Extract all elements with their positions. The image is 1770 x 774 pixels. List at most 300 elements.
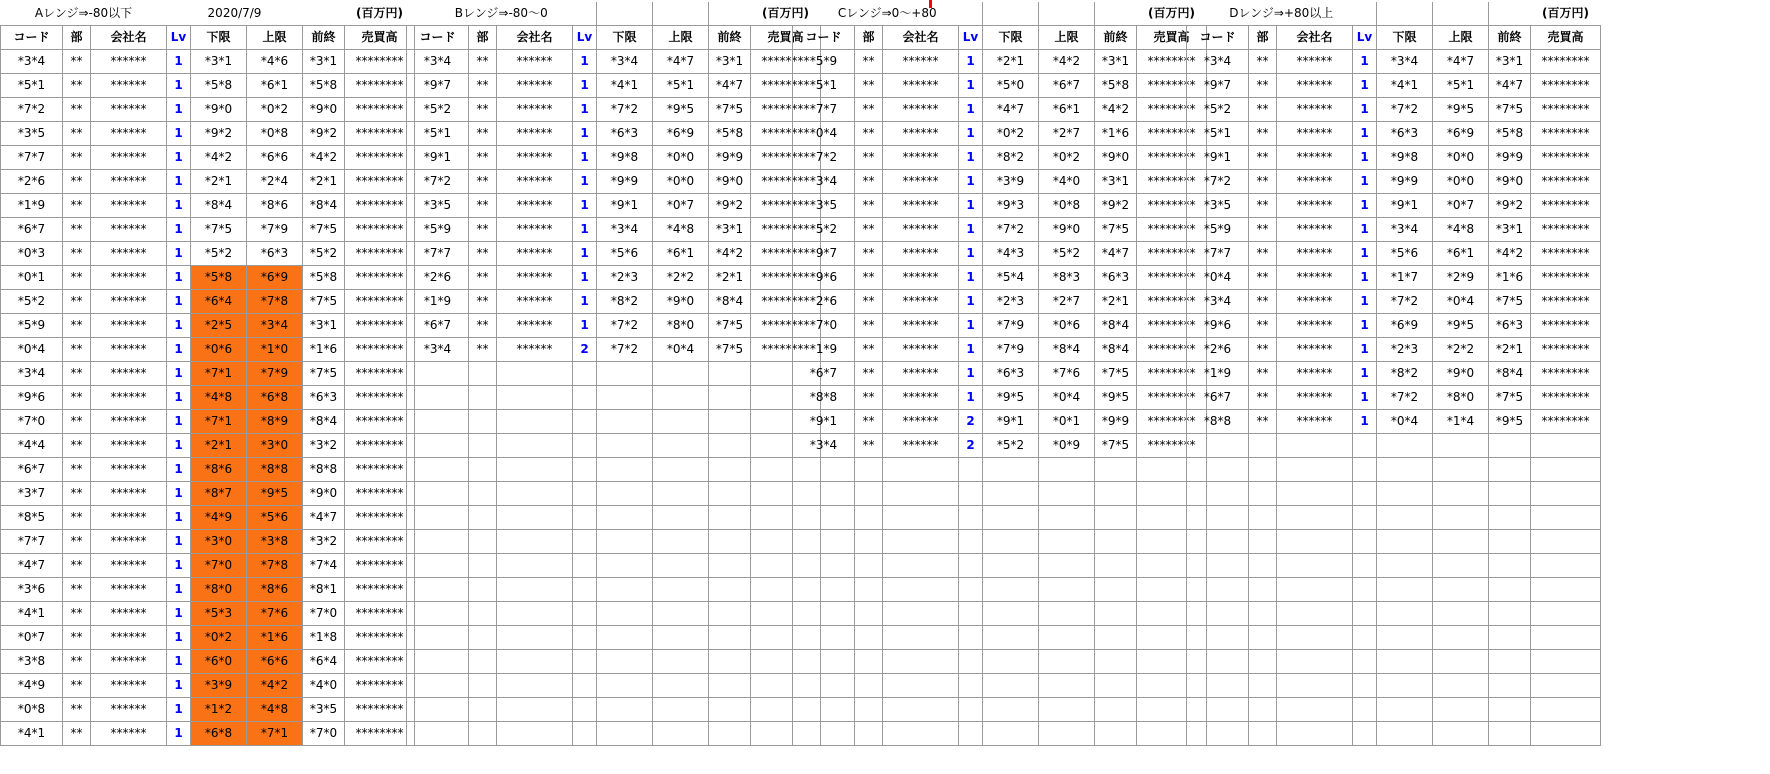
lv-cell[interactable]: 1 <box>959 314 983 338</box>
empty-cell[interactable] <box>709 2 751 26</box>
lower-cell[interactable]: *3*4 <box>597 218 653 242</box>
upper-cell[interactable] <box>653 362 709 386</box>
lower-cell[interactable]: *9*1 <box>983 410 1039 434</box>
lv-cell[interactable] <box>573 698 597 722</box>
company-cell[interactable]: ****** <box>1277 170 1353 194</box>
prev-close-cell[interactable] <box>709 362 751 386</box>
lower-cell[interactable]: *7*1 <box>191 362 247 386</box>
upper-cell[interactable]: *2*7 <box>1039 290 1095 314</box>
upper-cell[interactable] <box>653 410 709 434</box>
lower-cell[interactable]: *8*2 <box>597 290 653 314</box>
code-cell[interactable] <box>1187 626 1249 650</box>
prev-close-cell[interactable] <box>1095 626 1137 650</box>
upper-cell[interactable] <box>653 554 709 578</box>
company-cell[interactable]: ****** <box>91 506 167 530</box>
code-cell[interactable]: *5*1 <box>1 74 63 98</box>
dept-cell[interactable]: ** <box>855 50 883 74</box>
upper-cell[interactable]: *8*0 <box>1433 386 1489 410</box>
lower-cell[interactable] <box>983 650 1039 674</box>
dept-cell[interactable]: ** <box>469 314 497 338</box>
lower-cell[interactable]: *2*3 <box>597 266 653 290</box>
lower-cell[interactable]: *9*9 <box>1377 170 1433 194</box>
prev-close-cell[interactable] <box>709 458 751 482</box>
lv-cell[interactable]: 1 <box>167 506 191 530</box>
lower-cell[interactable] <box>1377 650 1433 674</box>
company-cell[interactable]: ****** <box>91 266 167 290</box>
code-cell[interactable]: *4*7 <box>1 554 63 578</box>
upper-cell[interactable] <box>1039 578 1095 602</box>
upper-cell[interactable]: *0*8 <box>247 122 303 146</box>
dept-cell[interactable]: ** <box>63 530 91 554</box>
lower-cell[interactable]: *0*4 <box>1377 410 1433 434</box>
lower-cell[interactable] <box>597 602 653 626</box>
lv-cell[interactable]: 1 <box>1353 122 1377 146</box>
volume-cell[interactable]: ******** <box>345 98 415 122</box>
company-cell[interactable]: ****** <box>91 170 167 194</box>
prev-close-cell[interactable]: *7*5 <box>1489 386 1531 410</box>
dept-cell[interactable] <box>855 578 883 602</box>
upper-cell[interactable]: *8*9 <box>247 410 303 434</box>
lower-cell[interactable] <box>983 482 1039 506</box>
volume-cell[interactable]: ******** <box>345 170 415 194</box>
upper-cell[interactable] <box>1433 458 1489 482</box>
prev-close-cell[interactable]: *3*1 <box>1095 170 1137 194</box>
empty-cell[interactable] <box>983 2 1039 26</box>
lv-cell[interactable] <box>573 674 597 698</box>
company-cell[interactable]: ****** <box>91 410 167 434</box>
lv-cell[interactable]: 1 <box>959 218 983 242</box>
prev-close-cell[interactable]: *6*4 <box>303 650 345 674</box>
code-cell[interactable] <box>1187 650 1249 674</box>
volume-cell[interactable]: ******** <box>751 146 821 170</box>
code-cell[interactable] <box>407 482 469 506</box>
dept-cell[interactable] <box>1249 698 1277 722</box>
lower-cell[interactable] <box>597 506 653 530</box>
company-cell[interactable]: ****** <box>883 74 959 98</box>
volume-cell[interactable]: ******** <box>345 434 415 458</box>
lower-cell[interactable] <box>597 674 653 698</box>
code-cell[interactable]: *4*1 <box>1 602 63 626</box>
dept-cell[interactable]: ** <box>63 602 91 626</box>
dept-cell[interactable]: ** <box>63 626 91 650</box>
prev-close-cell[interactable]: *1*6 <box>1095 122 1137 146</box>
prev-close-cell[interactable] <box>1095 554 1137 578</box>
code-cell[interactable]: *3*5 <box>793 194 855 218</box>
volume-cell[interactable]: ******** <box>1137 218 1207 242</box>
lower-cell[interactable]: *9*0 <box>191 98 247 122</box>
dept-cell[interactable]: ** <box>855 170 883 194</box>
lower-cell[interactable]: *9*5 <box>983 386 1039 410</box>
code-cell[interactable]: *7*2 <box>1 98 63 122</box>
dept-cell[interactable]: ** <box>855 122 883 146</box>
lower-cell[interactable]: *5*6 <box>597 242 653 266</box>
prev-close-cell[interactable]: *3*5 <box>303 698 345 722</box>
volume-cell[interactable]: ******** <box>345 506 415 530</box>
volume-cell[interactable]: ******** <box>1531 218 1601 242</box>
volume-cell[interactable] <box>1531 506 1601 530</box>
code-cell[interactable]: *7*2 <box>793 146 855 170</box>
code-cell[interactable] <box>1187 602 1249 626</box>
code-cell[interactable] <box>793 554 855 578</box>
company-cell[interactable] <box>1277 650 1353 674</box>
prev-close-cell[interactable] <box>709 506 751 530</box>
prev-close-cell[interactable]: *7*5 <box>709 338 751 362</box>
dept-cell[interactable] <box>855 482 883 506</box>
lv-cell[interactable]: 1 <box>167 314 191 338</box>
upper-cell[interactable]: *4*7 <box>653 50 709 74</box>
lower-cell[interactable] <box>1377 578 1433 602</box>
upper-cell[interactable] <box>653 722 709 746</box>
prev-close-cell[interactable]: *8*4 <box>303 194 345 218</box>
prev-close-cell[interactable]: *9*0 <box>303 482 345 506</box>
volume-cell[interactable]: ******** <box>1137 242 1207 266</box>
lv-cell[interactable] <box>1353 650 1377 674</box>
lower-cell[interactable]: *4*2 <box>191 146 247 170</box>
dept-cell[interactable] <box>469 362 497 386</box>
lv-cell[interactable]: 1 <box>167 674 191 698</box>
upper-cell[interactable] <box>1039 554 1095 578</box>
upper-cell[interactable]: *0*4 <box>1039 386 1095 410</box>
upper-cell[interactable] <box>1039 506 1095 530</box>
prev-close-cell[interactable]: *1*8 <box>303 626 345 650</box>
lower-cell[interactable]: *3*4 <box>1377 50 1433 74</box>
prev-close-cell[interactable]: *4*2 <box>1489 242 1531 266</box>
lv-cell[interactable] <box>1353 602 1377 626</box>
company-cell[interactable] <box>1277 722 1353 746</box>
company-cell[interactable] <box>883 482 959 506</box>
company-cell[interactable]: ****** <box>883 410 959 434</box>
lower-cell[interactable]: *6*4 <box>191 290 247 314</box>
code-cell[interactable]: *9*1 <box>793 410 855 434</box>
volume-cell[interactable]: ******** <box>1137 386 1207 410</box>
dept-cell[interactable]: ** <box>1249 194 1277 218</box>
lv-cell[interactable]: 1 <box>167 98 191 122</box>
lv-cell[interactable] <box>959 698 983 722</box>
lower-cell[interactable]: *7*9 <box>983 338 1039 362</box>
company-cell[interactable]: ****** <box>883 122 959 146</box>
lv-cell[interactable] <box>1353 626 1377 650</box>
dept-cell[interactable]: ** <box>855 338 883 362</box>
code-cell[interactable]: *2*6 <box>407 266 469 290</box>
prev-close-cell[interactable] <box>1095 506 1137 530</box>
upper-cell[interactable] <box>1039 650 1095 674</box>
dept-cell[interactable]: ** <box>63 314 91 338</box>
dept-cell[interactable] <box>469 458 497 482</box>
volume-cell[interactable] <box>1531 482 1601 506</box>
lower-cell[interactable]: *6*8 <box>191 722 247 746</box>
prev-close-cell[interactable] <box>1095 650 1137 674</box>
upper-cell[interactable] <box>1433 578 1489 602</box>
volume-cell[interactable]: ******** <box>1137 410 1207 434</box>
prev-close-cell[interactable] <box>1489 674 1531 698</box>
dept-cell[interactable] <box>469 482 497 506</box>
upper-cell[interactable]: *8*6 <box>247 194 303 218</box>
lv-cell[interactable]: 1 <box>167 290 191 314</box>
prev-close-cell[interactable] <box>709 578 751 602</box>
lv-cell[interactable] <box>959 674 983 698</box>
lower-cell[interactable] <box>983 578 1039 602</box>
lv-cell[interactable]: 1 <box>167 386 191 410</box>
lower-cell[interactable]: *5*4 <box>983 266 1039 290</box>
company-cell[interactable]: ****** <box>883 266 959 290</box>
code-cell[interactable]: *9*7 <box>407 74 469 98</box>
company-cell[interactable]: ****** <box>883 386 959 410</box>
lower-cell[interactable] <box>1377 506 1433 530</box>
lv-cell[interactable]: 1 <box>167 410 191 434</box>
dept-cell[interactable]: ** <box>63 218 91 242</box>
code-cell[interactable]: *2*6 <box>793 290 855 314</box>
company-cell[interactable] <box>497 650 573 674</box>
volume-cell[interactable]: ******** <box>751 290 821 314</box>
lv-cell[interactable]: 1 <box>1353 386 1377 410</box>
prev-close-cell[interactable]: *9*0 <box>709 170 751 194</box>
dept-cell[interactable] <box>855 626 883 650</box>
lv-cell[interactable]: 1 <box>167 602 191 626</box>
company-cell[interactable]: ****** <box>91 218 167 242</box>
lower-cell[interactable]: *1*2 <box>191 698 247 722</box>
prev-close-cell[interactable]: *7*5 <box>1489 290 1531 314</box>
dept-cell[interactable]: ** <box>1249 290 1277 314</box>
company-cell[interactable] <box>497 578 573 602</box>
upper-cell[interactable] <box>653 458 709 482</box>
upper-cell[interactable]: *8*4 <box>1039 338 1095 362</box>
company-cell[interactable]: ****** <box>91 626 167 650</box>
dept-cell[interactable]: ** <box>63 554 91 578</box>
prev-close-cell[interactable] <box>1095 578 1137 602</box>
upper-cell[interactable]: *6*1 <box>247 74 303 98</box>
code-cell[interactable]: *5*2 <box>793 218 855 242</box>
code-cell[interactable] <box>1187 458 1249 482</box>
upper-cell[interactable]: *2*2 <box>653 266 709 290</box>
lv-cell[interactable] <box>573 506 597 530</box>
lower-cell[interactable] <box>1377 530 1433 554</box>
company-cell[interactable]: ****** <box>1277 386 1353 410</box>
lower-cell[interactable] <box>597 626 653 650</box>
lv-cell[interactable]: 1 <box>167 530 191 554</box>
company-cell[interactable]: ****** <box>1277 218 1353 242</box>
lv-cell[interactable]: 1 <box>959 194 983 218</box>
upper-cell[interactable]: *8*8 <box>247 458 303 482</box>
company-cell[interactable]: ****** <box>91 314 167 338</box>
code-cell[interactable]: *7*0 <box>793 314 855 338</box>
prev-close-cell[interactable]: *4*2 <box>1095 98 1137 122</box>
volume-cell[interactable]: ******** <box>345 290 415 314</box>
volume-cell[interactable]: ******** <box>345 458 415 482</box>
upper-cell[interactable] <box>1433 482 1489 506</box>
volume-cell[interactable]: ******** <box>1531 266 1601 290</box>
volume-cell[interactable] <box>1531 434 1601 458</box>
lower-cell[interactable] <box>983 602 1039 626</box>
code-cell[interactable] <box>407 698 469 722</box>
volume-cell[interactable]: ******** <box>751 122 821 146</box>
lower-cell[interactable] <box>1377 722 1433 746</box>
lv-cell[interactable]: 1 <box>1353 170 1377 194</box>
lower-cell[interactable] <box>983 722 1039 746</box>
volume-cell[interactable] <box>1531 698 1601 722</box>
volume-cell[interactable]: ******** <box>345 650 415 674</box>
dept-cell[interactable]: ** <box>63 698 91 722</box>
dept-cell[interactable]: ** <box>1249 218 1277 242</box>
lv-cell[interactable]: 2 <box>959 410 983 434</box>
upper-cell[interactable] <box>653 530 709 554</box>
prev-close-cell[interactable]: *7*0 <box>303 722 345 746</box>
upper-cell[interactable]: *9*0 <box>653 290 709 314</box>
lower-cell[interactable]: *1*7 <box>1377 266 1433 290</box>
upper-cell[interactable]: *6*1 <box>653 242 709 266</box>
dept-cell[interactable]: ** <box>469 50 497 74</box>
upper-cell[interactable] <box>1433 554 1489 578</box>
volume-cell[interactable]: ******** <box>1137 314 1207 338</box>
prev-close-cell[interactable]: *3*2 <box>303 530 345 554</box>
prev-close-cell[interactable] <box>1489 530 1531 554</box>
volume-cell[interactable]: ******** <box>345 698 415 722</box>
company-cell[interactable] <box>883 602 959 626</box>
company-cell[interactable]: ****** <box>91 434 167 458</box>
prev-close-cell[interactable]: *4*7 <box>303 506 345 530</box>
volume-cell[interactable]: ******** <box>751 74 821 98</box>
upper-cell[interactable]: *4*8 <box>247 698 303 722</box>
code-cell[interactable] <box>407 602 469 626</box>
dept-cell[interactable]: ** <box>63 50 91 74</box>
prev-close-cell[interactable]: *7*5 <box>303 290 345 314</box>
lv-cell[interactable]: 1 <box>167 626 191 650</box>
prev-close-cell[interactable]: *7*5 <box>709 314 751 338</box>
code-cell[interactable]: *3*6 <box>1 578 63 602</box>
empty-cell[interactable] <box>653 2 709 26</box>
dept-cell[interactable]: ** <box>63 74 91 98</box>
code-cell[interactable]: *3*4 <box>1 362 63 386</box>
code-cell[interactable]: *6*7 <box>1 458 63 482</box>
upper-cell[interactable] <box>1433 530 1489 554</box>
lower-cell[interactable]: *6*9 <box>1377 314 1433 338</box>
lv-cell[interactable] <box>1353 506 1377 530</box>
company-cell[interactable]: ****** <box>1277 362 1353 386</box>
code-cell[interactable] <box>793 506 855 530</box>
volume-cell[interactable]: ******** <box>345 386 415 410</box>
code-cell[interactable]: *5*2 <box>407 98 469 122</box>
company-cell[interactable]: ****** <box>883 242 959 266</box>
company-cell[interactable]: ****** <box>883 194 959 218</box>
upper-cell[interactable]: *5*2 <box>1039 242 1095 266</box>
dept-cell[interactable]: ** <box>855 194 883 218</box>
upper-cell[interactable]: *2*7 <box>1039 122 1095 146</box>
code-cell[interactable]: *9*7 <box>1187 74 1249 98</box>
lower-cell[interactable]: *3*0 <box>191 530 247 554</box>
code-cell[interactable]: *9*6 <box>1187 314 1249 338</box>
dept-cell[interactable]: ** <box>855 290 883 314</box>
lower-cell[interactable]: *8*7 <box>191 482 247 506</box>
company-cell[interactable]: ****** <box>91 482 167 506</box>
code-cell[interactable]: *7*0 <box>1 410 63 434</box>
company-cell[interactable]: ****** <box>497 146 573 170</box>
lv-cell[interactable]: 1 <box>959 146 983 170</box>
company-cell[interactable]: ****** <box>91 674 167 698</box>
volume-cell[interactable]: ******** <box>345 266 415 290</box>
lv-cell[interactable]: 1 <box>959 242 983 266</box>
dept-cell[interactable]: ** <box>63 290 91 314</box>
upper-cell[interactable]: *5*1 <box>1433 74 1489 98</box>
prev-close-cell[interactable] <box>709 482 751 506</box>
prev-close-cell[interactable] <box>1095 722 1137 746</box>
lower-cell[interactable] <box>597 722 653 746</box>
lower-cell[interactable]: *3*4 <box>597 50 653 74</box>
lv-cell[interactable]: 1 <box>167 578 191 602</box>
company-cell[interactable] <box>497 530 573 554</box>
lv-cell[interactable]: 1 <box>959 386 983 410</box>
upper-cell[interactable]: *0*0 <box>653 170 709 194</box>
dept-cell[interactable]: ** <box>63 266 91 290</box>
prev-close-cell[interactable] <box>1489 482 1531 506</box>
volume-cell[interactable]: ******** <box>345 338 415 362</box>
lower-cell[interactable]: *9*8 <box>1377 146 1433 170</box>
dept-cell[interactable]: ** <box>63 434 91 458</box>
prev-close-cell[interactable]: *3*1 <box>1489 218 1531 242</box>
upper-cell[interactable]: *6*8 <box>247 386 303 410</box>
code-cell[interactable]: *3*7 <box>1 482 63 506</box>
upper-cell[interactable]: *9*5 <box>653 98 709 122</box>
volume-cell[interactable] <box>1531 650 1601 674</box>
lower-cell[interactable] <box>597 650 653 674</box>
dept-cell[interactable] <box>855 650 883 674</box>
dept-cell[interactable] <box>469 386 497 410</box>
prev-close-cell[interactable] <box>1095 482 1137 506</box>
volume-cell[interactable]: ******** <box>345 482 415 506</box>
code-cell[interactable]: *0*3 <box>1 242 63 266</box>
code-cell[interactable]: *3*5 <box>1 122 63 146</box>
lv-cell[interactable] <box>573 410 597 434</box>
lv-cell[interactable]: 1 <box>167 434 191 458</box>
company-cell[interactable]: ****** <box>883 314 959 338</box>
dept-cell[interactable]: ** <box>1249 122 1277 146</box>
prev-close-cell[interactable] <box>709 650 751 674</box>
dept-cell[interactable] <box>1249 722 1277 746</box>
lower-cell[interactable] <box>1377 434 1433 458</box>
lower-cell[interactable]: *7*0 <box>191 554 247 578</box>
lv-cell[interactable] <box>573 650 597 674</box>
company-cell[interactable]: ****** <box>883 362 959 386</box>
code-cell[interactable] <box>407 434 469 458</box>
code-cell[interactable] <box>407 386 469 410</box>
lower-cell[interactable]: *4*7 <box>983 98 1039 122</box>
upper-cell[interactable] <box>1039 530 1095 554</box>
upper-cell[interactable]: *0*9 <box>1039 434 1095 458</box>
empty-cell[interactable] <box>1039 2 1095 26</box>
prev-close-cell[interactable]: *7*5 <box>303 218 345 242</box>
lv-cell[interactable]: 1 <box>573 50 597 74</box>
prev-close-cell[interactable]: *5*8 <box>1095 74 1137 98</box>
lower-cell[interactable]: *7*5 <box>191 218 247 242</box>
company-cell[interactable]: ****** <box>1277 122 1353 146</box>
dept-cell[interactable]: ** <box>63 170 91 194</box>
company-cell[interactable]: ****** <box>91 698 167 722</box>
prev-close-cell[interactable]: *4*0 <box>303 674 345 698</box>
company-cell[interactable]: ****** <box>497 122 573 146</box>
lower-cell[interactable]: *7*2 <box>597 338 653 362</box>
company-cell[interactable] <box>1277 482 1353 506</box>
code-cell[interactable]: *3*4 <box>793 170 855 194</box>
code-cell[interactable] <box>1187 482 1249 506</box>
prev-close-cell[interactable] <box>1095 674 1137 698</box>
lower-cell[interactable]: *3*1 <box>191 50 247 74</box>
lv-cell[interactable]: 1 <box>1353 314 1377 338</box>
volume-cell[interactable] <box>1531 674 1601 698</box>
code-cell[interactable] <box>407 626 469 650</box>
company-cell[interactable]: ****** <box>91 122 167 146</box>
lv-cell[interactable] <box>573 602 597 626</box>
code-cell[interactable] <box>793 530 855 554</box>
dept-cell[interactable]: ** <box>855 146 883 170</box>
upper-cell[interactable]: *7*9 <box>247 362 303 386</box>
